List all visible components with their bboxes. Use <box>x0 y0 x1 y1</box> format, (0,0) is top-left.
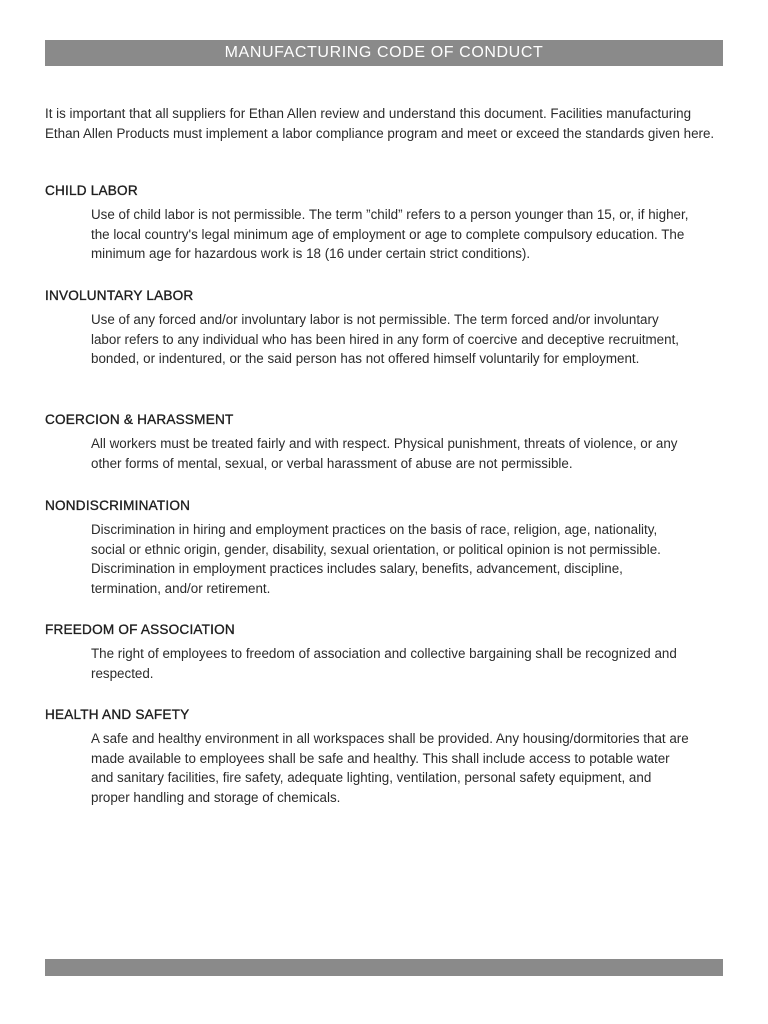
section-heading: FREEDOM OF ASSOCIATION <box>45 622 235 637</box>
section-heading: HEALTH AND SAFETY <box>45 707 190 722</box>
section-heading: COERCION & HARASSMENT <box>45 412 234 427</box>
document-title-bar <box>45 40 723 66</box>
section-body: The right of employees to freedom of association and collective bargaining shall be recognized and respected. <box>91 646 677 681</box>
section-freedom-of-association <box>45 620 725 683</box>
section-child-labor <box>45 181 725 264</box>
section-body: A safe and healthy environment in all workspaces shall be provided. Any housing/dormitories that are made available to employees shall be safe and healthy. This shall include access to potable water and sanitary facilities, fire safety, adequate lighting, ventilation, personal safety equipment, and proper handling and storage of chemicals. <box>91 731 689 805</box>
document-title: MANUFACTURING CODE OF CONDUCT <box>224 44 544 61</box>
section-body: Discrimination in hiring and employment practices on the basis of race, religion, age, nationality, social or ethnic origin, gender, disability, sexual orientation, or political opinion is not permissible. Discrimination in employment practices includes salary, benefits, advancement, discipline, termination, and/or retirement. <box>91 522 661 596</box>
section-heading: CHILD LABOR <box>45 183 138 198</box>
section-body: All workers must be treated fairly and with respect. Physical punishment, threats of violence, or any other forms of mental, sexual, or verbal harassment of abuse are not permissible. <box>91 436 678 471</box>
intro-paragraph: It is important that all suppliers for Ethan Allen review and understand this document. Facilities manufacturing Ethan Allen Products must implement a labor compliance program and meet or exceed the standards given here. <box>45 106 715 141</box>
section-body: Use of any forced and/or involuntary labor is not permissible. The term forced and/or involuntary labor refers to any individual who has been hired in any form of coercive and deceptive recruitment, bonded, or indentured, or the said person has not offered himself voluntarily for employment. <box>91 312 680 366</box>
section-health-and-safety <box>45 705 725 807</box>
footer-bar <box>45 959 723 976</box>
section-coercion-harassment <box>45 410 725 473</box>
section-heading: NONDISCRIMINATION <box>45 498 191 513</box>
section-nondiscrimination <box>45 496 725 598</box>
section-heading: INVOLUNTARY LABOR <box>45 288 194 303</box>
section-body: Use of child labor is not permissible. The term ”child” refers to a person younger than 15, or, if higher, the local country's legal minimum age of employment or age to complete compulsory education. The minimum age for hazardous work is 18 (16 under certain strict conditions). <box>91 207 689 261</box>
section-involuntary-labor <box>45 286 725 369</box>
